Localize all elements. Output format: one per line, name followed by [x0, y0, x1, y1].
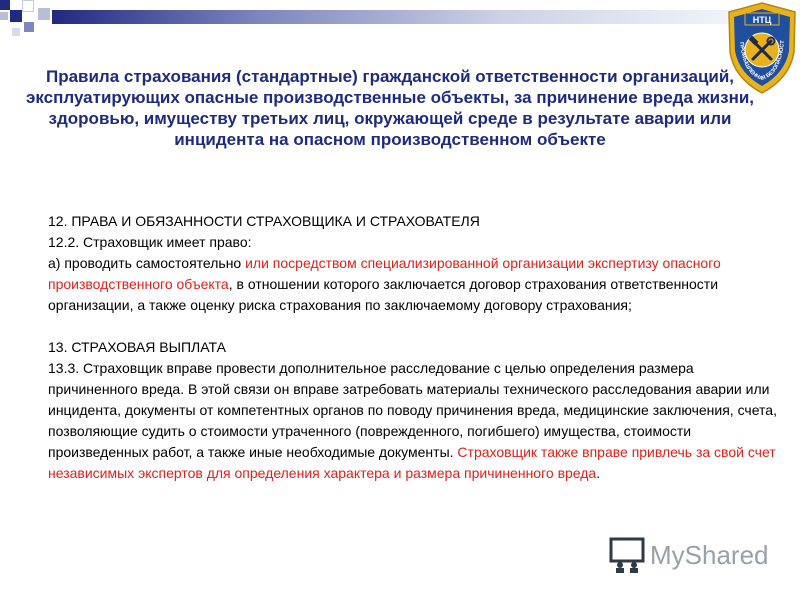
decor-square — [12, 28, 20, 36]
watermark-text: MyShared — [650, 540, 769, 570]
para-13-highlight: Страховщик также вправе привлечь за свой счет независимых экспертов для определения характера и размера причиненного вреда — [48, 444, 776, 481]
logo-abbr: НТЦ — [752, 15, 772, 25]
section-12-heading: 12. ПРАВА И ОБЯЗАННОСТИ СТРАХОВЩИКА И СТРАХОВАТЕЛЯ — [48, 213, 480, 229]
decor-square — [38, 8, 50, 20]
decor-square — [10, 10, 22, 22]
para-a-text-1: а) проводить самостоятельно — [48, 255, 246, 271]
para-13-end: . — [596, 465, 601, 481]
header-gradient-bar — [52, 10, 742, 24]
para-a-text-2: , в отношении которого заключается договор страхования ответственности организации, а также оценку риска страхования по заключаемому договору страхования; — [48, 276, 719, 313]
page-title: Правила страхования (стандартные) гражданской ответственности организаций, эксплуатирующих опасные производственные объекты, за причинение вреда жизни, здоровью, имуществу третьих лиц, окружающей среде в результате аварии или инцидента на опасном производственном объекте — [25, 67, 755, 149]
decor-square — [0, 0, 10, 10]
classroom-icon — [608, 536, 646, 574]
section-12-subheading: 12.2. Страховщик имеет право: — [48, 234, 252, 250]
myshared-watermark — [608, 534, 768, 574]
logo-ring-text: ПРОМЫШЛЕННАЯ БЕЗОПАСНОСТ — [738, 40, 786, 83]
section-12-paragraph — [48, 253, 778, 316]
section-13-paragraph — [48, 358, 778, 484]
section-13-heading: 13. СТРАХОВАЯ ВЫПЛАТА — [48, 339, 226, 355]
para-13-text: 13.3. Страховщик вправе провести дополнительное расследование с целью определения размера причиненного вреда. В этой связи он вправе затребовать материалы технического расследования аварии или инцидента, документы от компетентных органов по поводу причинения вреда, медицинские заключения, счета, позволяющие судить о стоимости утраченного (поврежденного, погибшего) имущества, стоимости произведенных работ, а также иные необходимые документы. — [48, 360, 777, 460]
document-body — [48, 211, 778, 484]
decor-square — [22, 0, 34, 12]
decor-square — [24, 22, 34, 32]
decor-square — [0, 12, 8, 20]
spacer — [48, 316, 778, 337]
para-a-highlight: или посредством специализированной организации экспертизу опасного производственного объекта — [48, 255, 721, 292]
